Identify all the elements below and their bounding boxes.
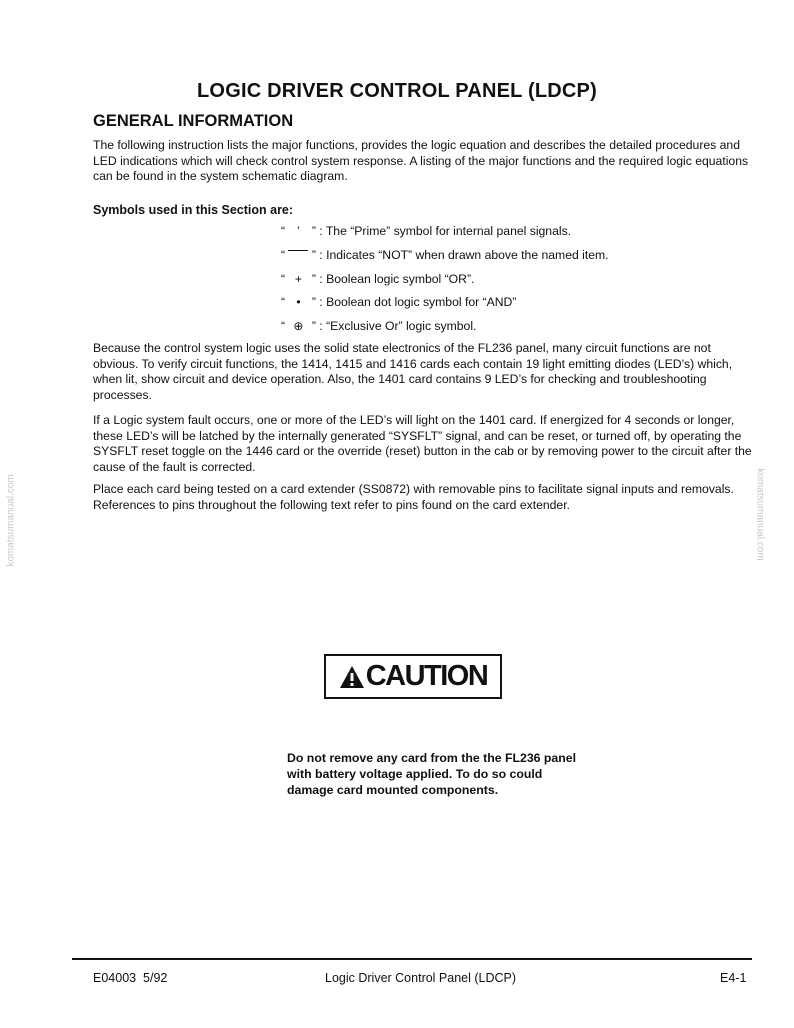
or-plus-symbol: + — [294, 272, 303, 286]
footer-page-number: E4-1 — [720, 971, 747, 985]
watermark-right: komatsumanual.com — [754, 468, 766, 561]
intro-paragraph: The following instruction lists the major functions, provides the logic equation and describes the detailed procedures and LED indications which will check control system response. A listing of the major functions and the required logic equations can be found in the system schematic diagram. — [93, 138, 749, 183]
warning-triangle-icon — [339, 665, 365, 689]
quote-open: “ — [281, 248, 286, 262]
quote-open: “ — [281, 272, 286, 286]
symbol-description: : Indicates “NOT” when drawn above the named item. — [319, 248, 609, 262]
symbol-description: : The “Prime” symbol for internal panel signals. — [319, 224, 572, 238]
symbol-or-row — [281, 272, 474, 286]
symbol-description: : Boolean logic symbol “OR”. — [319, 272, 475, 286]
quote-close: ” — [311, 248, 316, 262]
footer-divider — [72, 958, 752, 960]
symbol-prime-row — [281, 224, 571, 238]
symbol-and-row — [281, 295, 516, 309]
symbol-xor-row — [281, 319, 476, 333]
caution-box — [324, 654, 502, 699]
section-heading: GENERAL INFORMATION — [93, 112, 294, 130]
watermark-left: komatsumanual.com — [5, 474, 17, 567]
quote-close: ” — [311, 224, 316, 238]
symbol-description: : Boolean dot logic symbol for “AND” — [319, 295, 517, 309]
prime-symbol: ’ — [297, 224, 300, 238]
symbols-heading: Symbols used in this Section are: — [93, 203, 294, 217]
symbol-description: : “Exclusive Or” logic symbol. — [319, 319, 477, 333]
quote-open: “ — [281, 295, 286, 309]
not-overline-symbol — [288, 250, 308, 251]
quote-open: “ — [281, 224, 286, 238]
caution-label: CAUTION — [365, 660, 488, 692]
page-title: LOGIC DRIVER CONTROL PANEL (LDCP) — [197, 80, 597, 102]
and-dot-symbol: • — [296, 295, 301, 309]
xor-circle-plus-symbol: ⊕ — [293, 319, 304, 333]
footer-title: Logic Driver Control Panel (LDCP) — [325, 971, 517, 985]
quote-close: ” — [311, 272, 316, 286]
quote-close: ” — [311, 319, 316, 333]
symbol-not-row — [281, 248, 609, 262]
card-extender-paragraph: Place each card being tested on a card extender (SS0872) with removable pins to facilitate signal inputs and removals. References to pins throughout the following text refer to pins found on the card extender. — [93, 482, 734, 512]
fault-paragraph: If a Logic system fault occurs, one or more of the LED’s will light on the 1401 card. If energized for 4 seconds or longer, these LED’s will be latched by the internally generated “SYSFLT” signal, and can be reset, or turned off, by operating the SYSFLT reset toggle on the 1446 card or the override (reset) button in the cab or by removing power to the circuit after the cause of the fault is corrected. — [93, 413, 752, 474]
led-paragraph: Because the control system logic uses the solid state electronics of the FL236 panel, many circuit functions are not obvious. To verify circuit functions, the 1414, 1415 and 1416 cards each contain 19 light emitting diodes (LED’s) which, when lit, show circuit and device operation. Also, the 1401 card contains 9 LED’s for checking and troubleshooting processes. — [93, 341, 733, 402]
caution-message: Do not remove any card from the the FL236 panel with battery voltage applied. To do so could damage card mounted components. — [287, 751, 577, 797]
footer-doc-code: E04003 5/92 — [93, 971, 168, 985]
quote-open: “ — [281, 319, 286, 333]
quote-close: ” — [311, 295, 316, 309]
